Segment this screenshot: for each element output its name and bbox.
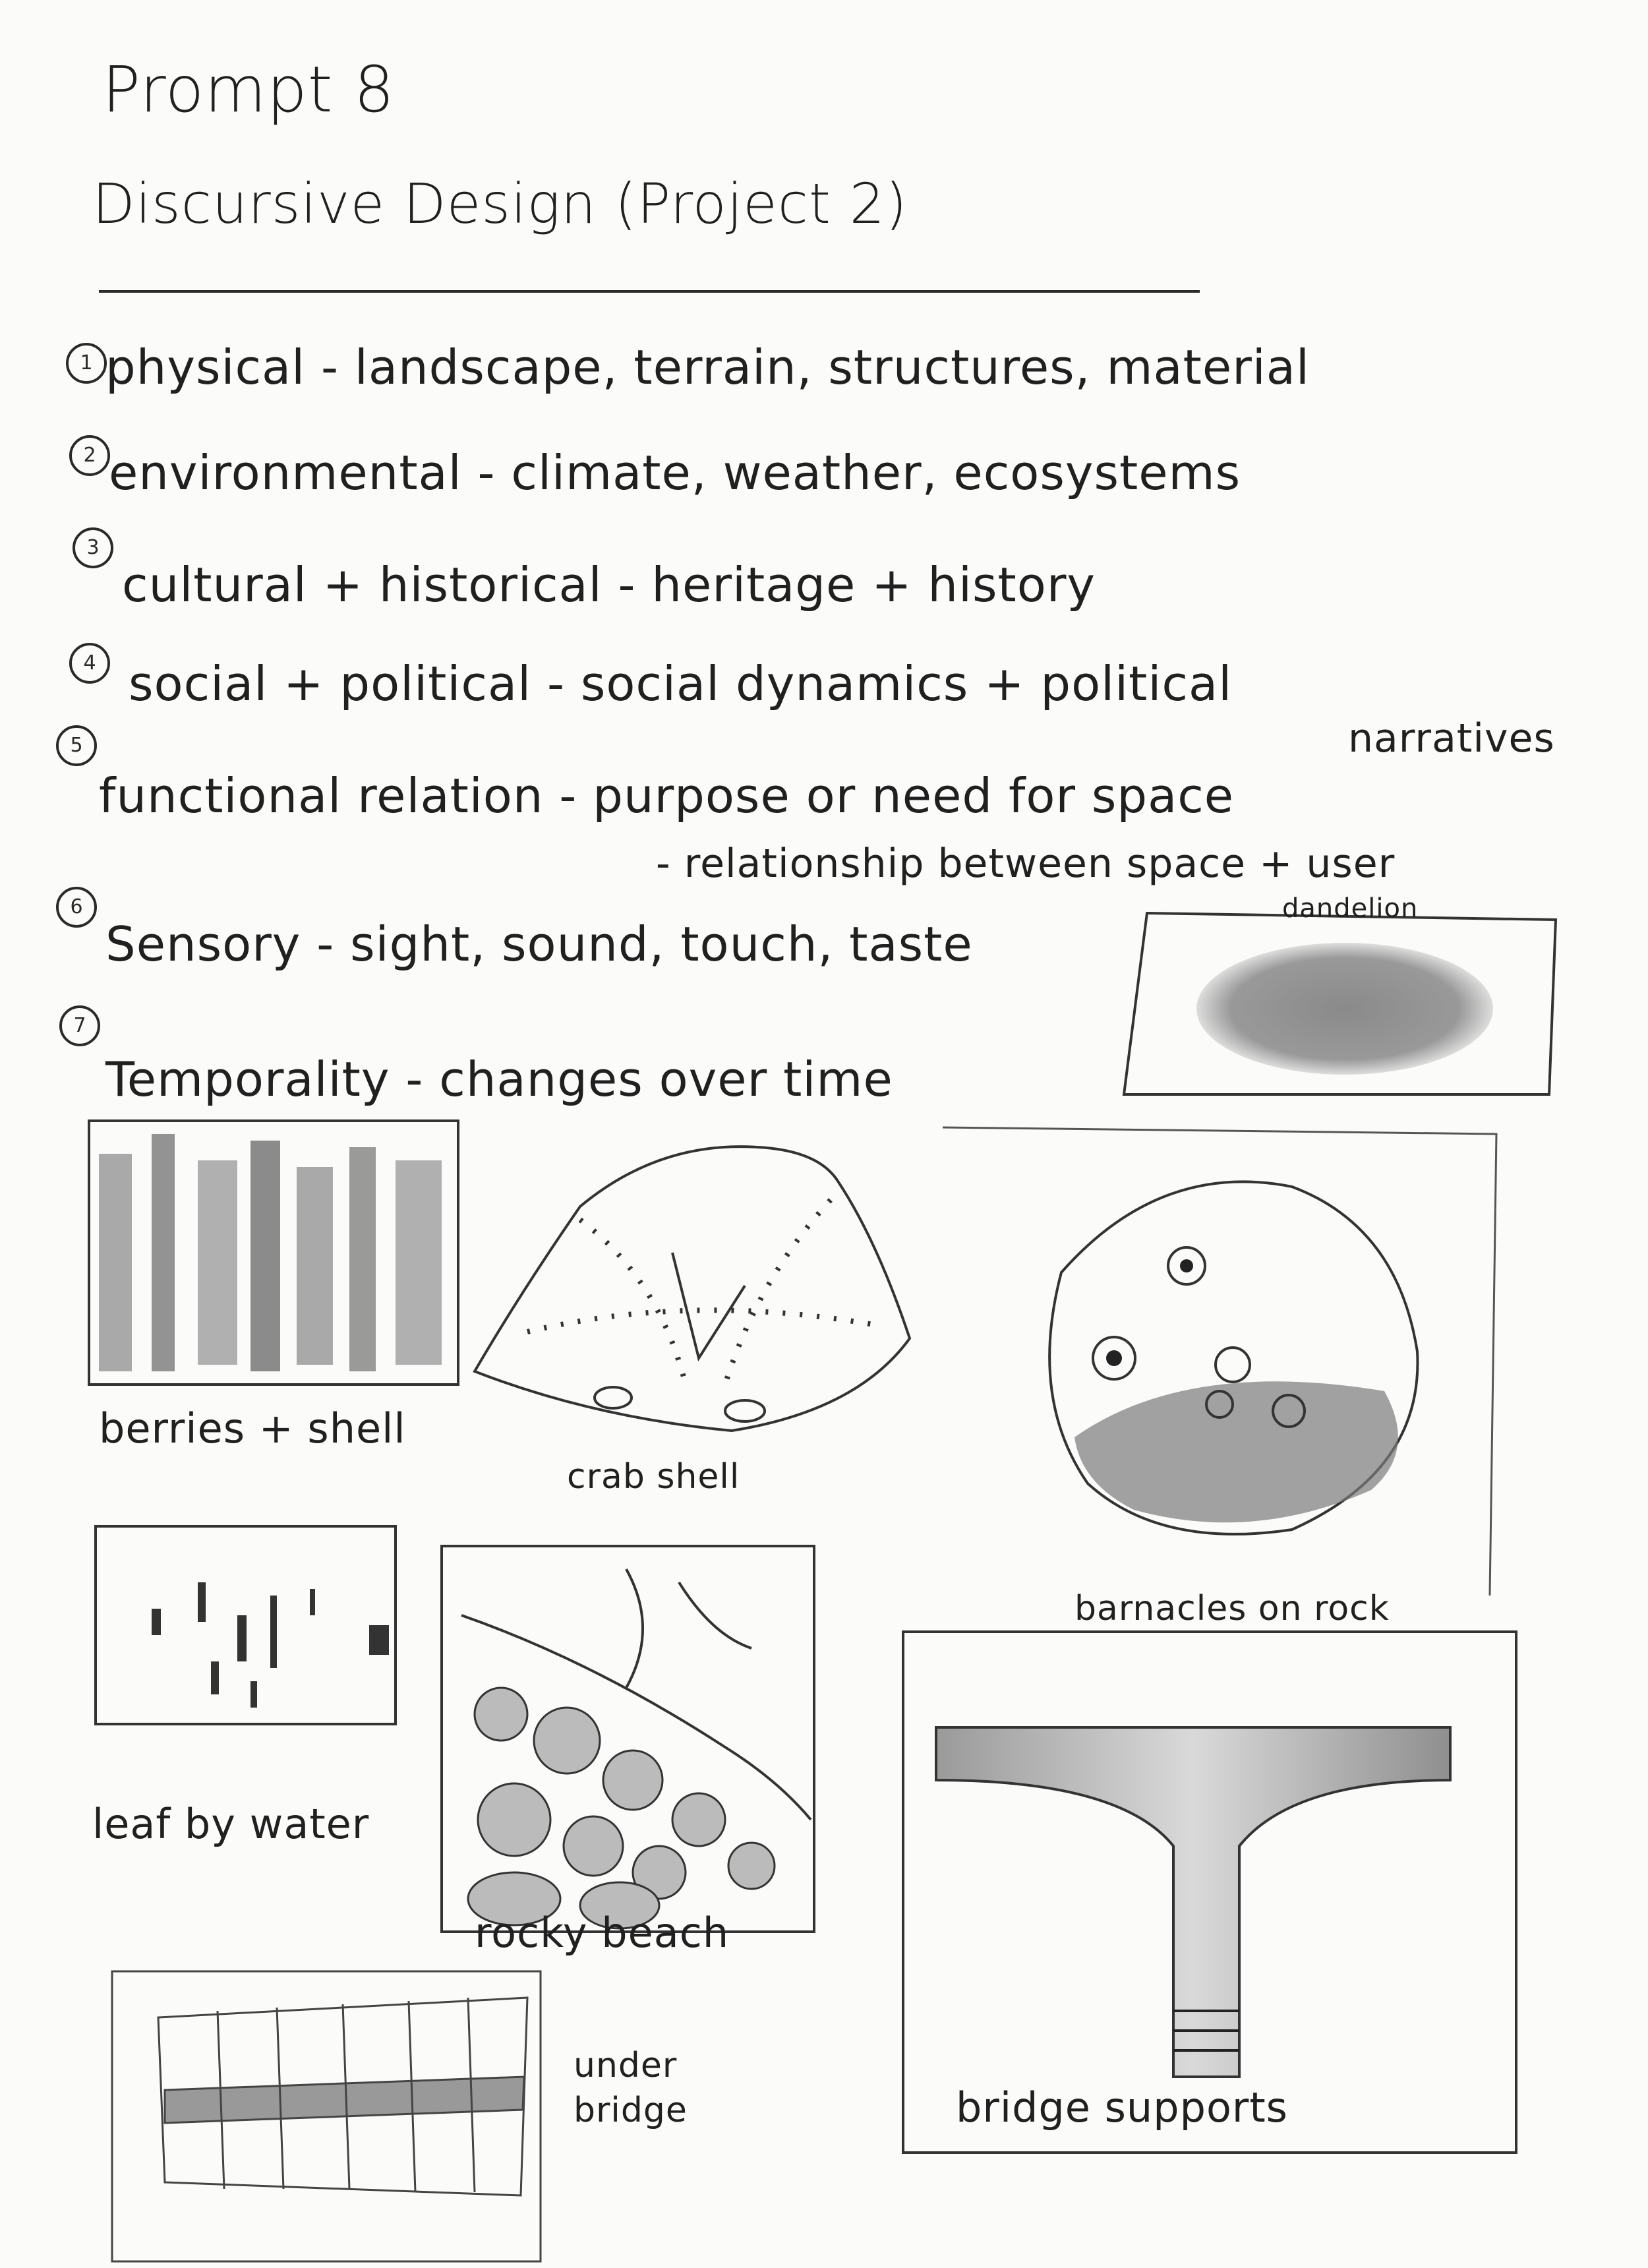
under-bridge-caption: under bridge: [574, 2046, 688, 2130]
list-number-5: 5: [56, 725, 97, 766]
list-item-social-continued: narratives: [1348, 715, 1555, 761]
under-bridge-sketch: [112, 1971, 541, 2261]
list-item-environmental: environmental - climate, weather, ecosystems: [109, 445, 1241, 500]
list-number-1: 1: [66, 343, 107, 384]
leaf-water-sketch: [96, 1526, 396, 1724]
dandelion-sketch: [1124, 913, 1556, 1094]
list-item-cultural: cultural + historical - heritage + history: [122, 557, 1096, 612]
berries-shell-caption: berries + shell: [99, 1404, 406, 1452]
crab-shell-sketch: [475, 1147, 910, 1431]
list-item-physical: physical - landscape, terrain, structures, material: [105, 340, 1310, 395]
crab-shell-caption: crab shell: [567, 1457, 740, 1497]
list-item-temporality: Temporality - changes over time: [105, 1052, 893, 1107]
rocky-beach-caption: rocky beach: [475, 1909, 730, 1957]
list-number-2: 2: [69, 435, 110, 476]
bridge-supports-sketch: [903, 1632, 1516, 2153]
berries-shell-sketch: [89, 1121, 458, 1385]
bridge-supports-caption: bridge supports: [956, 2083, 1288, 2132]
page-title: Prompt 8: [102, 53, 395, 127]
rocky-beach-sketch: [442, 1546, 814, 1932]
list-item-functional-continued: - relationship between space + user: [656, 841, 1396, 887]
list-item-sensory: Sensory - sight, sound, touch, taste: [105, 916, 973, 972]
list-number-4: 4: [69, 643, 110, 684]
dandelion-caption: dandelion: [1282, 893, 1419, 924]
leaf-water-caption: leaf by water: [92, 1800, 370, 1848]
list-number-6: 6: [56, 887, 97, 928]
barnacles-rock-sketch: [943, 1127, 1496, 1596]
list-number-7: 7: [59, 1005, 100, 1046]
page-subtitle: Discursive Design (Project 2): [92, 171, 908, 236]
list-item-functional: functional relation - purpose or need for space: [99, 768, 1235, 823]
list-item-social: social + political - social dynamics + political: [129, 656, 1233, 711]
barnacles-caption: barnacles on rock: [1074, 1589, 1390, 1628]
list-number-3: 3: [73, 527, 113, 568]
